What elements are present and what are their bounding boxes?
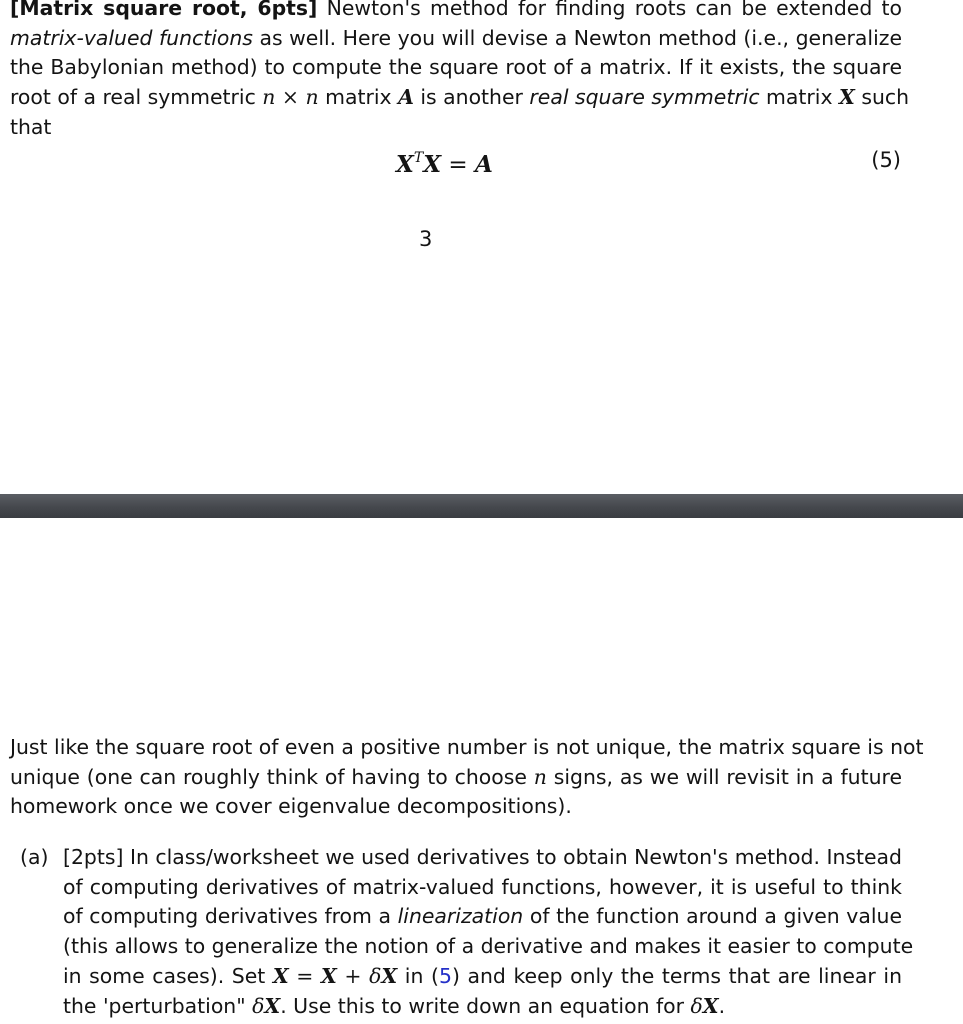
math-symbol: δ bbox=[369, 963, 382, 988]
math-symbol: n bbox=[262, 85, 276, 110]
math-symbol: X bbox=[839, 85, 855, 110]
math-symbol: δ bbox=[690, 993, 703, 1018]
item-line-2: of computing derivatives of matrix-valued functions, however, it is useful to think bbox=[63, 874, 902, 899]
problem-line-2 bbox=[10, 24, 902, 54]
math-symbol: A bbox=[474, 151, 493, 178]
equation-number: (5) bbox=[871, 148, 901, 172]
item-line-6 bbox=[63, 992, 902, 1022]
math-symbol: X bbox=[702, 993, 719, 1018]
text-run: unique (one can roughly think of having to choose bbox=[10, 764, 534, 789]
math-symbol: × bbox=[275, 85, 306, 110]
math-symbol: n bbox=[305, 85, 319, 110]
equation-reference-link[interactable]: 5 bbox=[438, 963, 452, 988]
page-top bbox=[0, 0, 963, 494]
text-run: matrix bbox=[759, 85, 840, 110]
problem-line-1 bbox=[10, 0, 902, 24]
problem-line-3: the Babylonian method) to compute the square root of a matrix. If it exists, the square bbox=[10, 55, 902, 80]
math-symbol: X bbox=[396, 151, 414, 178]
text-run: the 'perturbation" bbox=[63, 993, 253, 1018]
item-line-3 bbox=[63, 902, 902, 932]
text-run: root of a real symmetric bbox=[10, 85, 263, 110]
text-run: of computing derivatives from a bbox=[63, 904, 398, 929]
math-symbol: A bbox=[398, 85, 414, 110]
paragraph-line-1: Just like the square root of even a positive number is not unique, the matrix square is not bbox=[10, 735, 924, 759]
item-line-4: (this allows to generalize the notion of a derivative and makes it easier to compute bbox=[63, 934, 914, 959]
problem-statement bbox=[10, 0, 910, 143]
math-symbol: δ bbox=[252, 993, 265, 1018]
paragraph-line-3: homework once we cover eigenvalue decompositions). bbox=[10, 794, 572, 819]
math-symbol: + bbox=[336, 963, 370, 988]
math-symbol: X bbox=[264, 993, 281, 1018]
text-run: in some cases). Set bbox=[63, 963, 273, 988]
text-run: of the function around a given value bbox=[523, 904, 902, 929]
math-symbol: = bbox=[288, 963, 321, 988]
text-run: Newton's method for finding roots can be extended to bbox=[317, 0, 902, 20]
problem-heading: [Matrix square root, 6pts] bbox=[10, 0, 318, 20]
math-symbol: X bbox=[423, 151, 442, 178]
text-run: . Use this to write down an equation for bbox=[280, 993, 691, 1018]
text-run: ) and keep only the terms that are linear in bbox=[451, 963, 902, 988]
math-symbol: n bbox=[533, 764, 547, 789]
text-run: signs, as we will revisit in a future bbox=[546, 764, 902, 789]
page-number: 3 bbox=[419, 227, 433, 251]
math-symbol: X bbox=[272, 963, 289, 988]
problem-line-5: that bbox=[10, 114, 52, 139]
math-symbol: = bbox=[441, 152, 475, 178]
math-superscript: T bbox=[413, 150, 424, 166]
text-run: in ( bbox=[397, 963, 439, 988]
text-run: as well. Here you will devise a Newton method (i.e., generalize bbox=[252, 25, 902, 50]
text-run: . bbox=[718, 993, 726, 1018]
page-separator bbox=[0, 494, 963, 518]
paragraph-line-2 bbox=[10, 763, 902, 793]
problem-line-4 bbox=[10, 83, 910, 113]
item-line-5 bbox=[63, 962, 902, 992]
text-run: is another bbox=[413, 85, 530, 110]
math-symbol: X bbox=[381, 963, 398, 988]
item-body bbox=[63, 843, 914, 1021]
emphasis-text: linearization bbox=[397, 904, 524, 929]
math-symbol: X bbox=[321, 963, 337, 988]
emphasis-text: matrix-valued functions bbox=[10, 25, 253, 50]
item-line-1: [2pts] In class/worksheet we used derivatives to obtain Newton's method. Instead bbox=[63, 845, 902, 869]
text-run: such bbox=[854, 85, 910, 110]
page-bottom bbox=[0, 518, 963, 1024]
emphasis-text: real square symmetric bbox=[529, 85, 760, 110]
uniqueness-paragraph bbox=[10, 733, 924, 822]
equation bbox=[396, 143, 493, 180]
text-run: matrix bbox=[318, 85, 399, 110]
item-label: (a) bbox=[20, 845, 49, 869]
